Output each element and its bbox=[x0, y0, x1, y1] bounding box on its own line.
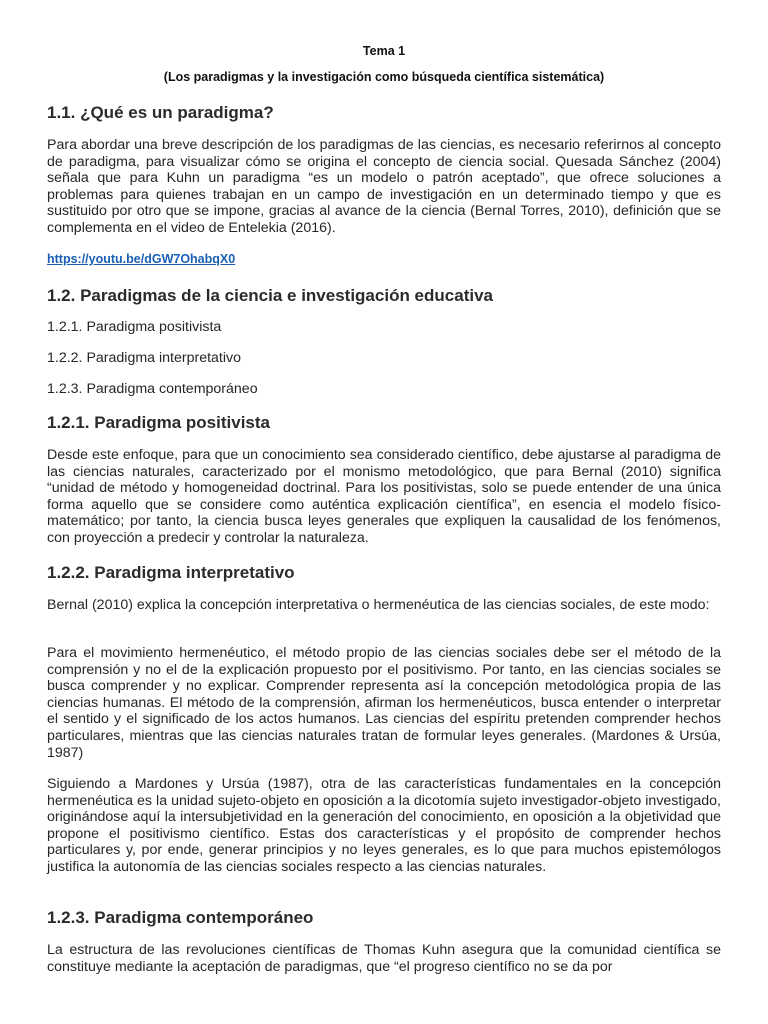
section-heading-1-2-1: 1.2.1. Paradigma positivista bbox=[47, 413, 270, 432]
section-1-2-3-paragraph: La estructura de las revoluciones científicas de Thomas Kuhn asegura que la comunidad científica se constituye mediante la aceptación de paradigmas, que “el progreso científico no se da por bbox=[47, 942, 721, 975]
section-1-2-2-quote: Para el movimiento hermenéutico, el método propio de las ciencias sociales debe ser el método de la comprensión y no el de la explicación propuesto por el positivismo. Por tanto, en las ciencias sociales se busca comprender y no explicar. Comprender representa así la concepción metodológica propia de las ciencias humanas. El método de la comprensión, afirman los hermenéuticos, busca entender o interpretar el sentido y el significado de los actos humanos. Las ciencias del espíritu pretenden comprender hechos particulares, mientras que las ciencias naturales tratan de formular leyes generales. (Mardones & Ursúa, 1987) bbox=[47, 645, 721, 761]
section-1-2-2-paragraph-1: Bernal (2010) explica la concepción interpretativa o hermenéutica de las ciencias sociales, de este modo: bbox=[47, 597, 710, 613]
section-heading-1-2-2: 1.2.2. Paradigma interpretativo bbox=[47, 563, 295, 582]
section-1-2-1-paragraph: Desde este enfoque, para que un conocimiento sea considerado científico, debe ajustarse al paradigma de las ciencias naturales, caracterizado por el monismo metodológico, que para Bernal (2010) significa “unidad de método y homogeneidad doctrinal. Para los positivistas, solo se puede entender de una única forma aquello que se considere como auténtica explicación científica”, en esencia el modelo físico-matemático; por tanto, la ciencia busca leyes generales que expliquen la causalidad de los fenómenos, con proyección a predecir y controlar la naturaleza. bbox=[47, 447, 721, 546]
section-heading-1-1: 1.1. ¿Qué es un paradigma? bbox=[47, 103, 274, 122]
toc-item-interpretativo: 1.2.2. Paradigma interpretativo bbox=[47, 350, 242, 366]
section-heading-1-2-3: 1.2.3. Paradigma contemporáneo bbox=[47, 908, 314, 927]
document-subtitle: (Los paradigmas y la investigación como búsqueda científica sistemática) bbox=[163, 70, 605, 84]
section-heading-1-2: 1.2. Paradigmas de la ciencia e investigación educativa bbox=[47, 286, 493, 305]
section-1-2-2-paragraph-2: Siguiendo a Mardones y Ursúa (1987), otra de las características fundamentales en la concepción hermenéutica es la unidad sujeto-objeto en oposición a la dicotomía sujeto investigador-objeto investigado, originándose aquí la intersubjetividad en la generación del conocimiento, en oposición a la objetividad que propone el positivismo científico. Estas dos características y el propósito de comprender hechos particulares y, por ende, generar principios y no leyes generales, es lo que para muchos epistemólogos justifica la autonomía de las ciencias sociales respecto a las ciencias naturales. bbox=[47, 776, 721, 875]
toc-item-positivista: 1.2.1. Paradigma positivista bbox=[47, 319, 222, 335]
section-1-1-paragraph: Para abordar una breve descripción de los paradigmas de las ciencias, es necesario referirnos al concepto de paradigma, para visualizar cómo se origina el concepto de ciencia social. Quesada Sánchez (2004) señala que para Kuhn un paradigma “es un modelo o patrón aceptado”, que ofrece soluciones a problemas para quienes trabajan en un campo de investigación en un determinado tiempo y que es sustituido por otro que se impone, gracias al avance de la ciencia (Bernal Torres, 2010), definición que se complementa en el video de Entelekia (2016). bbox=[47, 137, 721, 236]
toc-item-contemporaneo: 1.2.3. Paradigma contemporáneo bbox=[47, 381, 258, 397]
document-title: Tema 1 bbox=[362, 44, 406, 58]
video-link[interactable]: https://youtu.be/dGW7OhabqX0 bbox=[47, 252, 236, 266]
